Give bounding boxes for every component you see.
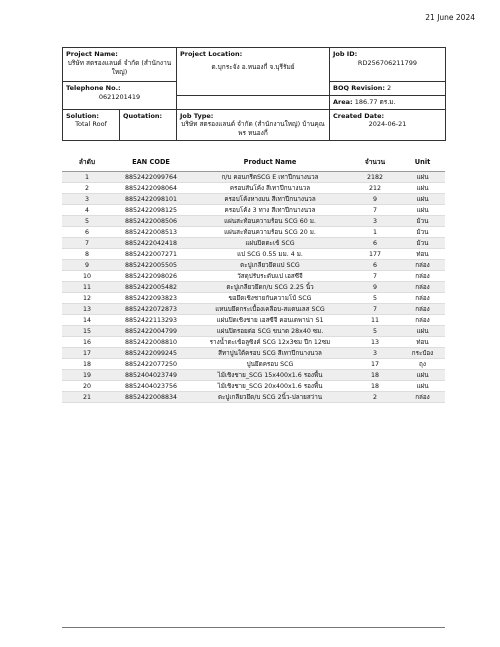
project-location-label: Project Location: bbox=[180, 50, 243, 58]
table-row bbox=[62, 216, 445, 227]
ean-code: 8852422098064 bbox=[112, 183, 190, 194]
quantity: 9 bbox=[350, 194, 400, 205]
quantity: 6 bbox=[350, 260, 400, 271]
col-header-unit: Unit bbox=[400, 152, 445, 172]
quantity: 6 bbox=[350, 238, 400, 249]
ean-code: 8852422007271 bbox=[112, 249, 190, 260]
ean-code: 8852422008506 bbox=[112, 216, 190, 227]
table-row bbox=[62, 183, 445, 194]
table-row bbox=[62, 315, 445, 326]
unit: แผ่น bbox=[400, 172, 445, 183]
created-date-cell bbox=[330, 109, 446, 140]
quotation-label: Quotation: bbox=[123, 111, 163, 120]
product-name: ครอบสันโค้ง สีเทาปีกนางนวล bbox=[190, 183, 350, 194]
quantity: 18 bbox=[350, 370, 400, 381]
telephone-value: 0621201419 bbox=[98, 92, 141, 101]
table-header-row bbox=[62, 152, 445, 172]
product-name: แป SCG 0.55 มม. 4 ม. bbox=[190, 249, 350, 260]
boq-revision-cell bbox=[330, 82, 446, 96]
product-name: วัสดุปรับระดับแป เอสซีจี bbox=[190, 271, 350, 282]
ean-code: 8852422098125 bbox=[112, 205, 190, 216]
table-row bbox=[62, 304, 445, 315]
row-index: 16 bbox=[62, 337, 112, 348]
product-name: ตะปูเกลียวยึดก/บ SCG 2.25 นิ้ว bbox=[190, 282, 350, 293]
col-header-index: ลำดับ bbox=[62, 152, 112, 172]
unit: แผ่น bbox=[400, 326, 445, 337]
table-row bbox=[62, 205, 445, 216]
product-name: แผ่นปิดรอยต่อ SCG ขนาด 28x40 ซม. bbox=[190, 326, 350, 337]
table-row bbox=[62, 260, 445, 271]
row-index: 8 bbox=[62, 249, 112, 260]
unit: กล่อง bbox=[400, 315, 445, 326]
unit: แผ่น bbox=[400, 381, 445, 392]
quantity: 2182 bbox=[350, 172, 400, 183]
job-id-label: Job ID: bbox=[333, 50, 358, 58]
ean-code: 8852422093823 bbox=[112, 293, 190, 304]
quotation-cell bbox=[120, 109, 177, 140]
ean-code: 8852422098026 bbox=[112, 271, 190, 282]
ean-code: 8852422008513 bbox=[112, 227, 190, 238]
ean-code: 8852422005482 bbox=[112, 282, 190, 293]
unit: กระป๋อง bbox=[400, 348, 445, 359]
unit: ท่อน bbox=[400, 249, 445, 260]
unit: แผ่น bbox=[400, 194, 445, 205]
report-date: 21 June 2024 bbox=[425, 13, 475, 22]
row-index: 2 bbox=[62, 183, 112, 194]
unit: กล่อง bbox=[400, 392, 445, 403]
table-row bbox=[62, 392, 445, 403]
project-location-cell bbox=[177, 48, 330, 96]
row-index: 9 bbox=[62, 260, 112, 271]
table-row bbox=[62, 249, 445, 260]
quantity: 5 bbox=[350, 326, 400, 337]
quantity: 9 bbox=[350, 282, 400, 293]
unit: กล่อง bbox=[400, 260, 445, 271]
area-value: 186.77 ตร.ม. bbox=[354, 97, 396, 106]
unit: กล่อง bbox=[400, 271, 445, 282]
table-row bbox=[62, 359, 445, 370]
product-name: แผ่นสะท้อนความร้อน SCG 20 ม. bbox=[190, 227, 350, 238]
location-spacer-cell bbox=[177, 95, 330, 109]
row-index: 21 bbox=[62, 392, 112, 403]
ean-code: 8852422008810 bbox=[112, 337, 190, 348]
quantity: 7 bbox=[350, 205, 400, 216]
product-name: แหนบยึดกระเบื้องเคลือบ-สแตนเลส SCG bbox=[190, 304, 350, 315]
unit: ท่อน bbox=[400, 337, 445, 348]
project-name-label: Project Name: bbox=[66, 50, 118, 58]
product-name: สีทาปูนใต้ครอบ SCG สีเทาปีกนางนวล bbox=[190, 348, 350, 359]
col-header-ean: EAN CODE bbox=[112, 152, 190, 172]
footer-divider bbox=[62, 627, 445, 628]
product-name: ไม้เชิงชาย_SCG 15x400x1.6 รองพื้น bbox=[190, 370, 350, 381]
quantity: 3 bbox=[350, 216, 400, 227]
unit: ถุง bbox=[400, 359, 445, 370]
unit: ม้วน bbox=[400, 227, 445, 238]
unit: แผ่น bbox=[400, 183, 445, 194]
table-row bbox=[62, 194, 445, 205]
ean-code: 8852422005505 bbox=[112, 260, 190, 271]
table-row bbox=[62, 271, 445, 282]
unit: กล่อง bbox=[400, 304, 445, 315]
product-name: แผ่นปิดเชิงชาย เอสซีจี คอนเดพาน่า S1 bbox=[190, 315, 350, 326]
row-index: 4 bbox=[62, 205, 112, 216]
job-type-value: บริษัท สตรองแลนด์ จำกัด (สำนักงานใหญ่) บ้านคุณพร หนองกี่ bbox=[181, 120, 325, 138]
product-name: ตะปูเกลียวยึดแป SCG bbox=[190, 260, 350, 271]
ean-code: 8852404023749 bbox=[112, 370, 190, 381]
telephone-cell bbox=[63, 82, 177, 110]
table-row bbox=[62, 348, 445, 359]
col-header-quantity: จำนวน bbox=[350, 152, 400, 172]
quantity: 11 bbox=[350, 315, 400, 326]
product-name: ก/บ คอนกรีตSCG E เทาปีกนางนวล bbox=[190, 172, 350, 183]
boq-revision-label: BOQ Revision: bbox=[333, 84, 385, 92]
row-index: 14 bbox=[62, 315, 112, 326]
ean-code: 8852422004799 bbox=[112, 326, 190, 337]
table-row bbox=[62, 227, 445, 238]
job-id-cell bbox=[330, 48, 446, 82]
product-name: รางน้ำตะเข้อลูซิงค์ SCG 12x3ซม ปีก 12ซม bbox=[190, 337, 350, 348]
table-row bbox=[62, 337, 445, 348]
product-name: ไม้เชิงชาย_SCG 20x400x1.6 รองพื้น bbox=[190, 381, 350, 392]
product-name: แผ่นปิดตะเข้ SCG bbox=[190, 238, 350, 249]
col-header-product: Product Name bbox=[190, 152, 350, 172]
job-id-value: RD256706211799 bbox=[357, 58, 418, 67]
quantity: 7 bbox=[350, 271, 400, 282]
ean-code: 8852422077250 bbox=[112, 359, 190, 370]
table-row bbox=[62, 326, 445, 337]
boq-revision-value: 2 bbox=[387, 84, 392, 92]
row-index: 6 bbox=[62, 227, 112, 238]
row-index: 12 bbox=[62, 293, 112, 304]
table-row bbox=[62, 370, 445, 381]
project-location-value: ต.บุกระจัง อ.หนองกี่ จ.บุรีรัมย์ bbox=[211, 62, 295, 71]
job-header-table bbox=[62, 47, 446, 141]
ean-code: 8852422008834 bbox=[112, 392, 190, 403]
row-index: 17 bbox=[62, 348, 112, 359]
unit: กล่อง bbox=[400, 282, 445, 293]
row-index: 18 bbox=[62, 359, 112, 370]
ean-code: 8852422113293 bbox=[112, 315, 190, 326]
product-name: ตะปูเกลียวยึด/บ SCG 2นิ้ว-ปลายสว่าน bbox=[190, 392, 350, 403]
unit: กล่อง bbox=[400, 293, 445, 304]
boq-items-table bbox=[62, 152, 445, 403]
row-index: 1 bbox=[62, 172, 112, 183]
ean-code: 8852422098101 bbox=[112, 194, 190, 205]
ean-code: 8852422072873 bbox=[112, 304, 190, 315]
created-date-value: 2024-06-21 bbox=[368, 120, 407, 129]
created-date-label: Created Date: bbox=[333, 111, 385, 120]
table-row bbox=[62, 293, 445, 304]
ean-code: 8852404023756 bbox=[112, 381, 190, 392]
table-row bbox=[62, 238, 445, 249]
quantity: 17 bbox=[350, 359, 400, 370]
product-name: ปูนยึดครอบ SCG bbox=[190, 359, 350, 370]
ean-code: 8852422042418 bbox=[112, 238, 190, 249]
quantity: 5 bbox=[350, 293, 400, 304]
unit: ม้วน bbox=[400, 216, 445, 227]
row-index: 5 bbox=[62, 216, 112, 227]
unit: แผ่น bbox=[400, 370, 445, 381]
job-type-cell bbox=[177, 109, 330, 140]
quantity: 212 bbox=[350, 183, 400, 194]
row-index: 7 bbox=[62, 238, 112, 249]
project-name-cell bbox=[63, 48, 177, 82]
quantity: 2 bbox=[350, 392, 400, 403]
unit: ม้วน bbox=[400, 238, 445, 249]
solution-value: Total Roof bbox=[75, 120, 107, 129]
table-row bbox=[62, 282, 445, 293]
row-index: 10 bbox=[62, 271, 112, 282]
quantity: 7 bbox=[350, 304, 400, 315]
quantity: 1 bbox=[350, 227, 400, 238]
solution-label: Solution: bbox=[66, 111, 100, 120]
row-index: 19 bbox=[62, 370, 112, 381]
unit: แผ่น bbox=[400, 205, 445, 216]
project-name-value: บริษัท สตรองแลนด์ จำกัด (สำนักงานใหญ่) bbox=[67, 58, 172, 76]
row-index: 11 bbox=[62, 282, 112, 293]
quantity: 177 bbox=[350, 249, 400, 260]
area-cell bbox=[330, 95, 446, 109]
product-name: ครอบโค้ง 3 ทาง สีเทาปีกนางนวล bbox=[190, 205, 350, 216]
table-row bbox=[62, 172, 445, 183]
quantity: 18 bbox=[350, 381, 400, 392]
solution-cell bbox=[63, 109, 120, 140]
product-name: ครอบโค้งหางมน สีเทาปีกนางนวล bbox=[190, 194, 350, 205]
ean-code: 8852422099245 bbox=[112, 348, 190, 359]
product-name: แผ่นสะท้อนความร้อน SCG 60 ม. bbox=[190, 216, 350, 227]
telephone-label: Telephone No.: bbox=[66, 84, 121, 92]
row-index: 13 bbox=[62, 304, 112, 315]
row-index: 3 bbox=[62, 194, 112, 205]
product-name: ขอยึดเชิงชายกันความโบ้ SCG bbox=[190, 293, 350, 304]
quantity: 13 bbox=[350, 337, 400, 348]
area-label: Area: bbox=[333, 97, 353, 106]
job-type-label: Job Type: bbox=[180, 111, 214, 120]
ean-code: 8852422099764 bbox=[112, 172, 190, 183]
quantity: 3 bbox=[350, 348, 400, 359]
row-index: 20 bbox=[62, 381, 112, 392]
row-index: 15 bbox=[62, 326, 112, 337]
table-row bbox=[62, 381, 445, 392]
